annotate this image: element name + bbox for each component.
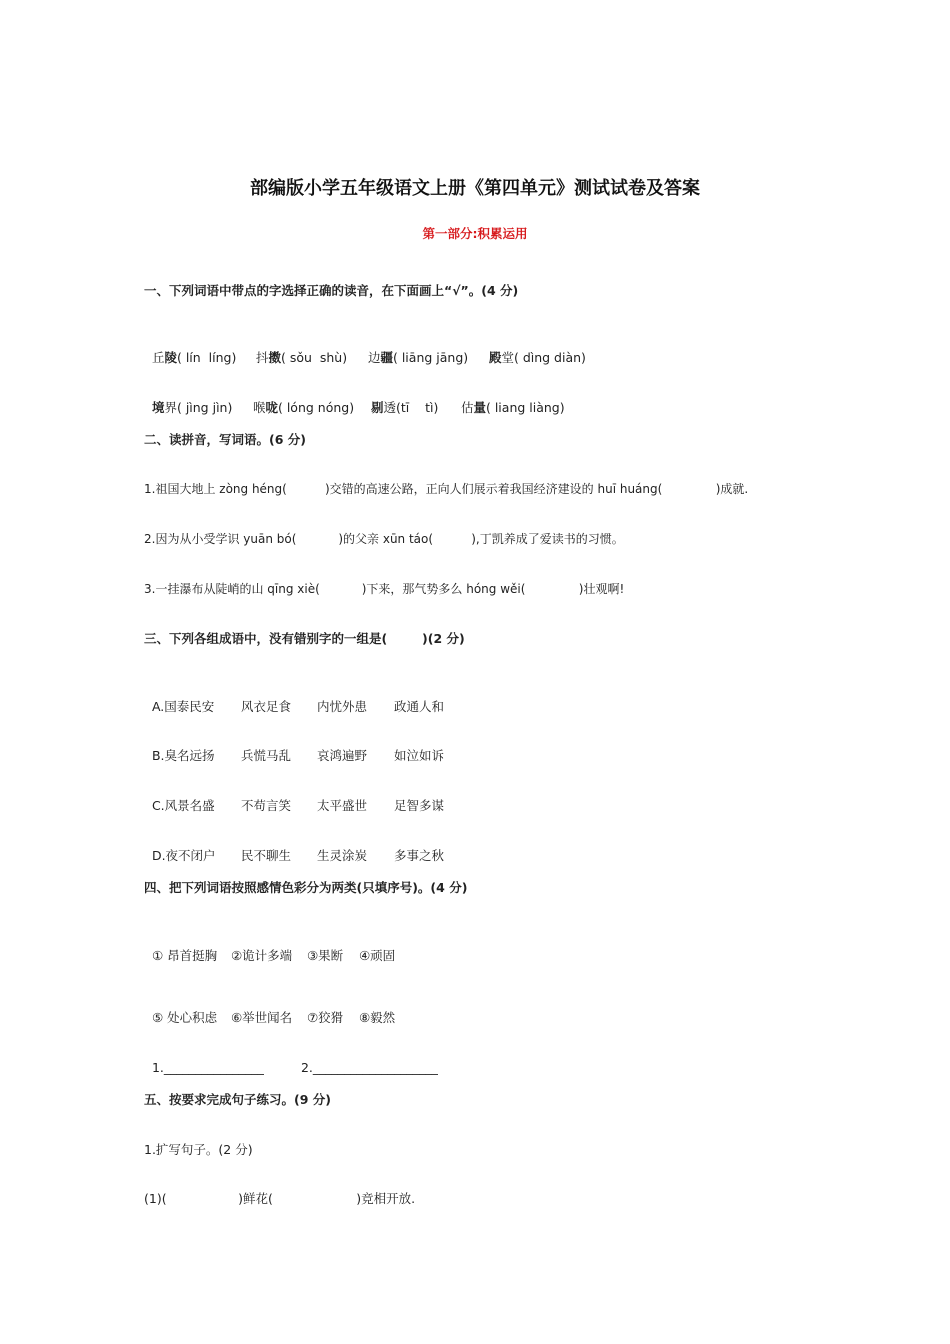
q3-idiom: 生灵涂炭 (316, 848, 367, 863)
q4-word: ⑥举世闻名 (230, 1010, 293, 1025)
q5-subquestion-1: 1.扩写句子。(2 分) (144, 1142, 253, 1157)
q3-heading: 三、下列各组成语中，没有错别字的一组是( )(2 分) (144, 631, 465, 646)
q4-word: ① 昂首挺胸 (151, 948, 218, 963)
q3-idiom: D.夜不闭户 (151, 848, 216, 863)
q1-word-3: 边疆( liāng jāng) (367, 350, 469, 365)
section-subtitle: 第一部分:积累运用 (422, 226, 528, 241)
q1-row2 (144, 381, 565, 417)
answer-blank-1[interactable]: 1.________________ (151, 1060, 264, 1075)
q3-idiom: 多事之秋 (393, 848, 444, 863)
q3-idiom: 哀鸿遍野 (316, 748, 367, 763)
q4-row1 (144, 929, 395, 965)
q4-word: ④顽固 (358, 948, 396, 963)
q2-item-3: 3.一挂瀑布从陡峭的山 qīng xiè( )下来，那气势多么 hóng wěi( )壮观啊! (144, 582, 625, 596)
answer-blank-2[interactable]: 2.____________________ (300, 1060, 438, 1075)
q4-answer-blanks (144, 1041, 438, 1077)
q3-idiom: 风衣足食 (240, 699, 291, 714)
q1-row1 (144, 331, 586, 367)
q1-word-1: 丘陵( lín líng) (151, 350, 237, 365)
q3-idiom: 太平盛世 (316, 798, 367, 813)
q1-word-5: 境界( jìng jìn) (151, 400, 233, 415)
q3-idiom: B.臭名远扬 (151, 748, 215, 763)
q3-idiom: 政通人和 (393, 699, 444, 714)
q3-idiom: C.风景名盛 (151, 798, 215, 813)
q3-idiom: 如泣如诉 (393, 748, 444, 763)
q3-idiom: 兵慌马乱 (240, 748, 291, 763)
q4-row2 (144, 991, 395, 1027)
q2-item-1: 1.祖国大地上 zòng héng( )交错的高速公路，正向人们展示着我国经济建设的 huī huáng( )成就. (144, 482, 749, 496)
q4-word: ③果断 (306, 948, 344, 963)
q5-heading: 五、按要求完成句子练习。(9 分) (144, 1092, 331, 1107)
q2-item-2: 2.因为从小受学识 yuān bó( )的父亲 xūn táo( ),丁凯养成了爱读书的习惯。 (144, 532, 624, 546)
q3-option-c (144, 779, 444, 815)
q2-heading: 二、读拼音，写词语。(6 分) (144, 432, 306, 447)
q4-word: ②诡计多端 (230, 948, 293, 963)
q1-heading: 一、下列词语中带点的字选择正确的读音，在下面画上“√”。(4 分) (144, 283, 519, 298)
q3-option-d (144, 829, 444, 865)
q1-word-7: 剔透(tī tì) (370, 400, 439, 415)
q1-word-8: 估量( liang liàng) (460, 400, 565, 415)
q3-idiom: 不苟言笑 (240, 798, 291, 813)
q3-idiom: 内忧外患 (316, 699, 367, 714)
q3-option-a (144, 680, 444, 716)
q4-word: ⑤ 处心积虑 (151, 1010, 218, 1025)
q1-word-4: 殿堂( dìng diàn) (488, 350, 586, 365)
q1-word-6: 喉咙( lóng nóng) (252, 400, 355, 415)
q4-heading: 四、把下列词语按照感情色彩分为两类(只填序号)。(4 分) (144, 880, 468, 895)
q5-item-1: (1)( )鲜花( )竞相开放. (144, 1191, 416, 1206)
q1-word-2: 抖擞( sǒu shù) (255, 350, 348, 365)
q4-word: ⑧毅然 (358, 1010, 396, 1025)
q3-idiom: 民不聊生 (240, 848, 291, 863)
q3-option-b (144, 729, 444, 765)
document-title: 部编版小学五年级语文上册《第四单元》测试试卷及答案 (250, 178, 700, 199)
q4-word: ⑦狡猾 (306, 1010, 344, 1025)
q3-idiom: A.国泰民安 (151, 699, 215, 714)
q3-idiom: 足智多谋 (393, 798, 444, 813)
